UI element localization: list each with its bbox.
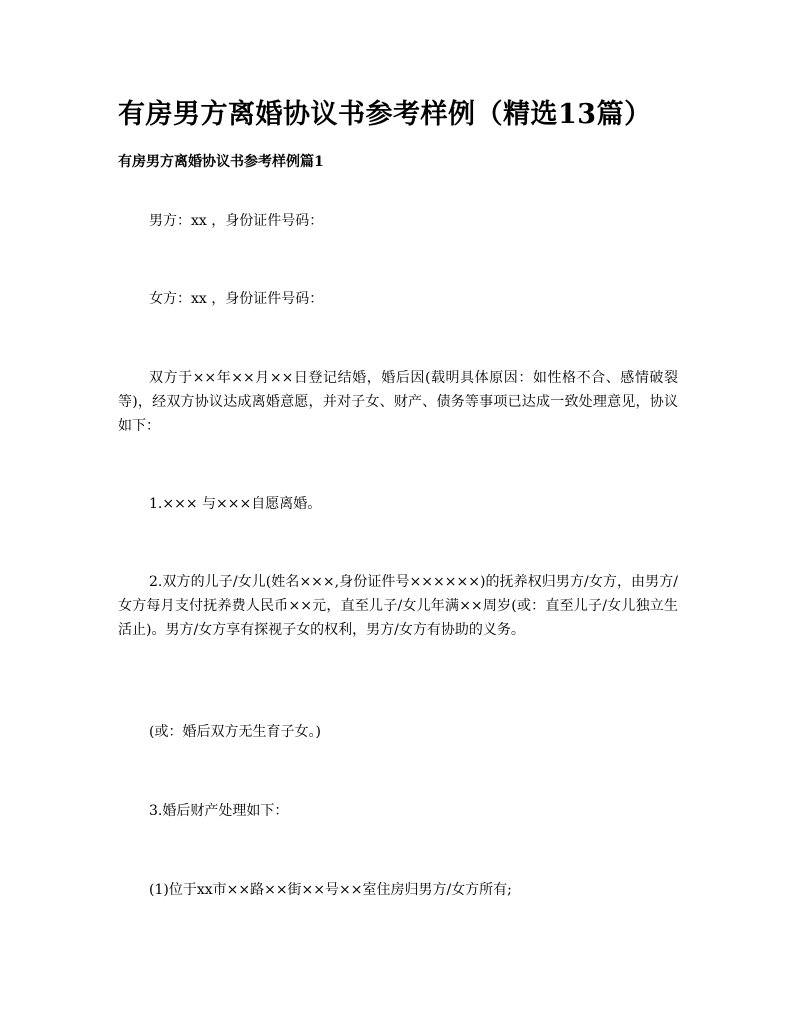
- paragraph-clause-3-item-1: (1)位于xx市××路××街××号××室住房归男方/女方所有;: [149, 882, 512, 898]
- paragraph-clause-3: 3.婚后财产处理如下：: [149, 803, 289, 819]
- document-title: 有房男方离婚协议书参考样例（精选13篇）: [118, 99, 652, 130]
- paragraph-clause-2: 2.双方的儿子/女儿(姓名×××,身份证件号××××××)的抚养权归男方/女方，由男方/女方每月支付抚养费人民币××元，直至儿子/女儿年满××周岁(或：直至儿子/女儿独立生活止)。男方/女方享有探视子女的权利，男方/女方有协助的义务。: [118, 574, 678, 638]
- section-heading: 有房男方离婚协议书参考样例篇1: [118, 154, 324, 170]
- paragraph-clause-1: 1.××× 与×××自愿离婚。: [149, 496, 322, 512]
- paragraph-male-party: 男方：xx ，身份证件号码：: [149, 213, 324, 229]
- paragraph-female-party: 女方：xx ，身份证件号码：: [149, 291, 324, 307]
- paragraph-clause-2-alt: (或：婚后双方无生育子女。): [149, 724, 321, 740]
- paragraph-preamble: 双方于××年××月××日登记结婚，婚后因(载明具体原因：如性格不合、感情破裂等)，经双方协议达成离婚意愿，并对子女、财产、债务等事项已达成一致处理意见，协议如下：: [118, 370, 678, 434]
